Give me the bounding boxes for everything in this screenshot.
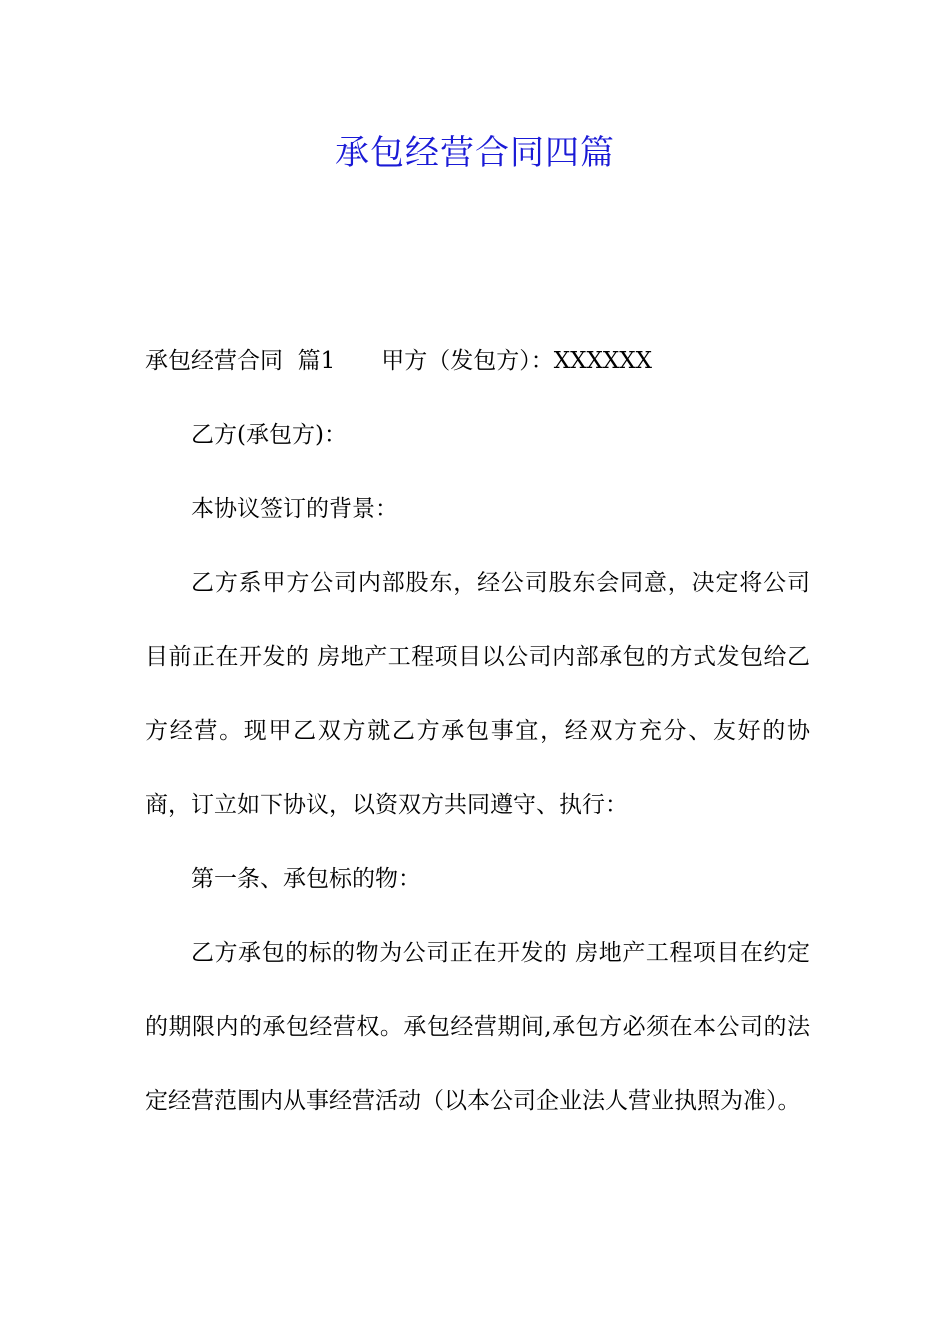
party-a-line: 甲方（发包方）：XXXXXX [381, 348, 653, 374]
article-one-heading: 第一条、承包标的物： [191, 866, 421, 892]
article-one-paragraph: 乙方承包的标的物为公司正在开发的 房地产工程项目在约定的期限内的承包经营权。承包经营期间,承包方必须在本公司的法定经营范围内从事经营活动（以本公司企业法人营业执照为准）。 [145, 940, 810, 1114]
section-label: 承包经营合同 篇1 [145, 348, 336, 374]
background-heading: 本协议签订的背景： [191, 496, 398, 522]
background-paragraph: 乙方系甲方公司内部股东，经公司股东会同意，决定将公司目前正在开发的 房地产工程项目以公司内部承包的方式发包给乙方经营。现甲乙双方就乙方承包事宜，经双方充分、友好的协商，订立如下协议，以资双方共同遵守、执行： [145, 570, 810, 818]
party-b-line: 乙方(承包方)： [191, 422, 347, 448]
contract-heading-line [145, 324, 810, 398]
document-title: 承包经营合同四篇 [335, 133, 615, 173]
document-body [145, 324, 810, 1138]
